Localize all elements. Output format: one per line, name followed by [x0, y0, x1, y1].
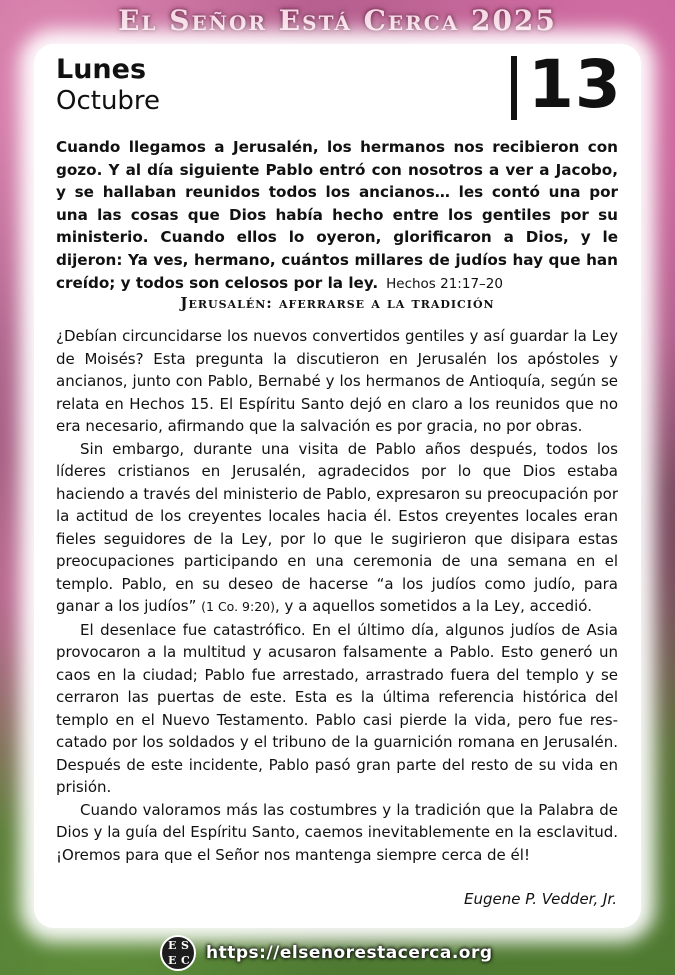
paragraph-1: ¿Debían circuncidarse los nuevos convertidos gentiles y así guardar la Ley de Moisés? Esta pregunta la discutieron en Jerusalén los apóstoles y ancianos, junto con Pablo, Bernabé y los hermanos de Antioquía, según se relata en Hechos 15. El Espíritu Santo dejó en claro a los reunidos que no era necesario, afirmando que la salvación es por gracia, no por obras.: [56, 327, 618, 435]
article-body: [56, 325, 618, 866]
paragraph-3: El desenlace fue catastrófico. En el último día, algunos judíos de Asia provocaron a la multitud y acusaron falsamente a Pablo. Esto generó un caos en la ciudad; Pablo fue arrestado, arrastrado fuera del templo y se cerraron las puertas de este. Esta es la última referencia histórica del templo en el Nuevo Testamento. Pablo casi pierde la vida, pero fue rescatado por los soldados y el tribuno de la guarnición romana en Jerusalén. Después de este incidente, Pablo pasó gran parte del resto de su vida en prisión.: [56, 620, 618, 796]
paragraph-2-text-a: Sin embargo, durante una visita de Pablo años después, todos los líderes cristianos en Jerusalén, agradecidos por lo que Dios estaba haciendo a través del ministerio de Pablo, expresaron su preocupación por la actitud de los creyentes locales hacia él. Estos creyentes locales eran fieles seguidores de la Ley, por lo que le sugirieron que disipara estas preocupaciones participando en una ceremonia de una semana en el templo. Pablo, en su deseo de hacerse “a los judíos como judío, para ganar a los judíos”: [56, 439, 618, 615]
paragraph-2-text-b: , y a aquellos sometidos a la Ley, accedió.: [275, 597, 592, 615]
logo-letter-e2: E: [168, 954, 177, 967]
paragraph-2: [56, 438, 618, 619]
website-link[interactable]: https://elsenorestacerca.org: [206, 943, 493, 963]
article-heading: Jerusalén: aferrarse a la tradición: [180, 294, 495, 312]
paragraph-2-citation: (1 Co. 9:20): [201, 599, 276, 614]
logo-letter-c: C: [181, 954, 190, 967]
footer: [160, 935, 493, 971]
paragraph-4: Cuando valoramos más las costumbres y la tradición que la Palabra de Dios y la guía del Espíritu Santo, caemos inevitablemente en la esclavitud. ¡Oremos para que el Señor nos mantenga siempre cerca de él!: [56, 800, 618, 864]
month-label: Octubre: [56, 86, 161, 116]
verse-text: Cuando llegamos a Jerusalén, los hermanos nos recibieron con gozo. Y al día siguiente Pablo entró con nosotros a ver a Jacobo, y se hallaban reunidos todos los ancianos… les contó una por una las cosas que Dios había hecho entre los gentiles por su ministerio. Cuando ellos lo oyeron, glorificaron a Dios, y le dijeron: Ya ves, hermano, cuántos millares de judíos hay que han creído; y todos son celosos por la ley.: [56, 138, 618, 292]
logo-letter-s: S: [181, 939, 189, 952]
page-header-title: El Señor Está Cerca 2025: [118, 4, 557, 37]
bible-verse: [56, 136, 618, 295]
author-signature: Eugene P. Vedder, Jr.: [464, 890, 617, 908]
devotional-card: [34, 44, 641, 928]
logo-letter-e1: E: [168, 939, 177, 952]
verse-reference: Hechos 21:17–20: [386, 275, 503, 292]
date-divider: [511, 56, 517, 120]
weekday-label: Lunes: [56, 54, 147, 85]
day-number: 13: [528, 46, 622, 123]
logo-icon: [160, 935, 196, 971]
